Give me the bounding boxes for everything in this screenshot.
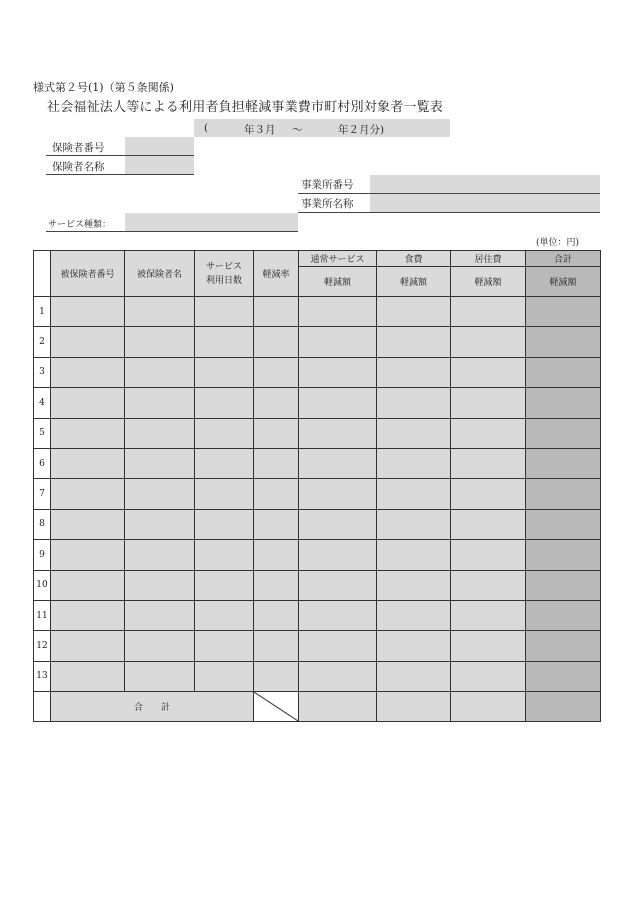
- cell-meal-reduction[interactable]: [377, 448, 451, 478]
- header-meal: 食費: [377, 251, 451, 267]
- cell-residence-reduction[interactable]: [451, 631, 526, 661]
- cell-insured-name[interactable]: [125, 661, 195, 691]
- cell-normal-reduction[interactable]: [299, 631, 377, 661]
- form-number: 様式第２号(1)（第５条関係): [33, 81, 174, 94]
- cell-residence-reduction[interactable]: [451, 448, 526, 478]
- cell-residence-reduction[interactable]: [451, 297, 526, 327]
- cell-reduction-rate[interactable]: [254, 327, 299, 357]
- table-row: [34, 418, 601, 448]
- cell-normal-reduction[interactable]: [299, 479, 377, 509]
- total-row-blank: [34, 692, 51, 722]
- cell-residence-reduction[interactable]: [451, 357, 526, 387]
- cell-reduction-rate[interactable]: [254, 600, 299, 630]
- cell-total-reduction[interactable]: [526, 297, 601, 327]
- cell-meal-reduction[interactable]: [377, 570, 451, 600]
- total-label: 合 計: [51, 692, 254, 722]
- service-type-label: サービス種類：: [48, 220, 112, 230]
- cell-service-days[interactable]: [195, 327, 254, 357]
- row-number: 11: [34, 600, 51, 630]
- table-row: [34, 448, 601, 478]
- office-name-label: 事業所名称: [301, 198, 354, 210]
- cell-service-days[interactable]: [195, 357, 254, 387]
- cell-reduction-rate[interactable]: [254, 448, 299, 478]
- cell-normal-reduction[interactable]: [299, 357, 377, 387]
- cell-normal-reduction[interactable]: [299, 600, 377, 630]
- row-number: 8: [34, 509, 51, 539]
- cell-normal-reduction[interactable]: [299, 327, 377, 357]
- row-number: 12: [34, 631, 51, 661]
- cell-service-days[interactable]: [195, 661, 254, 691]
- cell-residence-reduction[interactable]: [451, 418, 526, 448]
- total-residence-cell[interactable]: [451, 692, 526, 722]
- row-number: 4: [34, 388, 51, 418]
- cell-insured-number[interactable]: [51, 418, 125, 448]
- insurer-name-underline: [46, 174, 194, 175]
- header-reduction-rate: 軽減率: [254, 251, 299, 297]
- cell-reduction-rate[interactable]: [254, 479, 299, 509]
- total-normal-cell[interactable]: [299, 692, 377, 722]
- cell-total-reduction[interactable]: [526, 357, 601, 387]
- cell-insured-name[interactable]: [125, 631, 195, 661]
- cell-insured-number[interactable]: [51, 327, 125, 357]
- row-number: 6: [34, 448, 51, 478]
- cell-insured-name[interactable]: [125, 448, 195, 478]
- cell-residence-reduction[interactable]: [451, 509, 526, 539]
- period-year-start: 年３月: [244, 124, 276, 136]
- table-row: [34, 631, 601, 661]
- period-tilde: ～: [292, 124, 303, 136]
- cell-meal-reduction[interactable]: [377, 327, 451, 357]
- cell-meal-reduction[interactable]: [377, 357, 451, 387]
- cell-insured-number[interactable]: [51, 388, 125, 418]
- cell-total-reduction[interactable]: [526, 448, 601, 478]
- table-row: [34, 327, 601, 357]
- cell-total-reduction[interactable]: [526, 631, 601, 661]
- cell-normal-reduction[interactable]: [299, 297, 377, 327]
- total-row: [34, 692, 601, 722]
- cell-insured-name[interactable]: [125, 297, 195, 327]
- total-meal-cell[interactable]: [377, 692, 451, 722]
- cell-residence-reduction[interactable]: [451, 327, 526, 357]
- row-number: 9: [34, 540, 51, 570]
- cell-total-reduction[interactable]: [526, 479, 601, 509]
- cell-total-reduction[interactable]: [526, 418, 601, 448]
- cell-normal-reduction[interactable]: [299, 661, 377, 691]
- cell-insured-name[interactable]: [125, 327, 195, 357]
- cell-insured-number[interactable]: [51, 297, 125, 327]
- unit-label: (単位：円): [536, 238, 580, 248]
- cell-insured-number[interactable]: [51, 631, 125, 661]
- table-row: [34, 479, 601, 509]
- cell-meal-reduction[interactable]: [377, 631, 451, 661]
- cell-reduction-rate[interactable]: [254, 661, 299, 691]
- cell-meal-reduction[interactable]: [377, 661, 451, 691]
- cell-insured-name[interactable]: [125, 570, 195, 600]
- table-row: [34, 297, 601, 327]
- cell-reduction-rate[interactable]: [254, 388, 299, 418]
- cell-reduction-rate[interactable]: [254, 509, 299, 539]
- row-number: 5: [34, 418, 51, 448]
- header-total-reduction: 軽減額: [526, 267, 601, 297]
- table-row: [34, 388, 601, 418]
- cell-meal-reduction[interactable]: [377, 509, 451, 539]
- table-body: [34, 297, 601, 692]
- office-name-underline: [298, 212, 600, 213]
- cell-reduction-rate[interactable]: [254, 297, 299, 327]
- row-number: 1: [34, 297, 51, 327]
- cell-service-days[interactable]: [195, 388, 254, 418]
- cell-meal-reduction[interactable]: [377, 388, 451, 418]
- header-meal-reduction: 軽減額: [377, 267, 451, 297]
- header-total: 合計: [526, 251, 601, 267]
- cell-insured-number[interactable]: [51, 479, 125, 509]
- cell-insured-number[interactable]: [51, 661, 125, 691]
- insurer-name-label: 保険者名称: [52, 161, 105, 173]
- cell-total-reduction[interactable]: [526, 600, 601, 630]
- cell-normal-reduction[interactable]: [299, 509, 377, 539]
- cell-residence-reduction[interactable]: [451, 388, 526, 418]
- document-title: 社会福祉法人等による利用者負担軽減事業費市町村別対象者一覧表: [47, 100, 444, 115]
- header-row-1: [34, 251, 601, 267]
- cell-insured-name[interactable]: [125, 418, 195, 448]
- office-number-field[interactable]: [370, 175, 600, 193]
- office-name-field[interactable]: [370, 194, 600, 212]
- cell-reduction-rate[interactable]: [254, 357, 299, 387]
- cell-residence-reduction[interactable]: [451, 600, 526, 630]
- row-number: 2: [34, 327, 51, 357]
- table-row: [34, 661, 601, 691]
- cell-service-days[interactable]: [195, 418, 254, 448]
- total-reduction-rate-slash: [254, 692, 299, 722]
- service-type-underline: [46, 231, 298, 232]
- insurer-number-label: 保険者番号: [52, 142, 105, 154]
- office-number-label: 事業所番号: [301, 179, 354, 191]
- cell-service-days[interactable]: [195, 297, 254, 327]
- cell-service-days[interactable]: [195, 600, 254, 630]
- header-insured-number: 被保険者番号: [51, 251, 125, 297]
- cell-meal-reduction[interactable]: [377, 297, 451, 327]
- cell-insured-number[interactable]: [51, 509, 125, 539]
- total-total-cell[interactable]: [526, 692, 601, 722]
- cell-meal-reduction[interactable]: [377, 418, 451, 448]
- cell-total-reduction[interactable]: [526, 388, 601, 418]
- header-normal-reduction: 軽減額: [299, 267, 377, 297]
- cell-insured-number[interactable]: [51, 448, 125, 478]
- cell-residence-reduction[interactable]: [451, 540, 526, 570]
- cell-insured-name[interactable]: [125, 509, 195, 539]
- cell-residence-reduction[interactable]: [451, 479, 526, 509]
- header-residence: 居住費: [451, 251, 526, 267]
- header-service-days: サービス利用日数: [195, 251, 254, 297]
- header-insured-name: 被保険者名: [125, 251, 195, 297]
- period-year-end: 年２月分): [338, 124, 385, 136]
- cell-insured-name[interactable]: [125, 479, 195, 509]
- cell-insured-number[interactable]: [51, 570, 125, 600]
- beneficiary-table: [33, 250, 601, 722]
- cell-insured-name[interactable]: [125, 600, 195, 630]
- cell-normal-reduction[interactable]: [299, 418, 377, 448]
- cell-service-days[interactable]: [195, 479, 254, 509]
- cell-insured-number[interactable]: [51, 600, 125, 630]
- cell-insured-name[interactable]: [125, 540, 195, 570]
- insurer-number-field[interactable]: [125, 137, 194, 156]
- cell-total-reduction[interactable]: [526, 509, 601, 539]
- row-number: 13: [34, 661, 51, 691]
- insurer-name-field[interactable]: [125, 156, 194, 175]
- cell-reduction-rate[interactable]: [254, 418, 299, 448]
- table-row: [34, 570, 601, 600]
- cell-normal-reduction[interactable]: [299, 388, 377, 418]
- cell-total-reduction[interactable]: [526, 540, 601, 570]
- cell-reduction-rate[interactable]: [254, 631, 299, 661]
- cell-service-days[interactable]: [195, 570, 254, 600]
- row-number: 7: [34, 479, 51, 509]
- cell-residence-reduction[interactable]: [451, 661, 526, 691]
- cell-normal-reduction[interactable]: [299, 570, 377, 600]
- table-row: [34, 600, 601, 630]
- cell-service-days[interactable]: [195, 540, 254, 570]
- cell-total-reduction[interactable]: [526, 661, 601, 691]
- period-open: (: [204, 122, 209, 134]
- service-type-field[interactable]: [125, 213, 298, 231]
- cell-normal-reduction[interactable]: [299, 540, 377, 570]
- cell-reduction-rate[interactable]: [254, 540, 299, 570]
- cell-insured-number[interactable]: [51, 357, 125, 387]
- cell-reduction-rate[interactable]: [254, 570, 299, 600]
- cell-residence-reduction[interactable]: [451, 570, 526, 600]
- table-row: [34, 357, 601, 387]
- cell-meal-reduction[interactable]: [377, 600, 451, 630]
- period-field[interactable]: [194, 119, 450, 137]
- cell-service-days[interactable]: [195, 448, 254, 478]
- cell-meal-reduction[interactable]: [377, 479, 451, 509]
- header-normal-service: 通常サービス: [299, 251, 377, 267]
- header-blank: [34, 251, 51, 297]
- cell-meal-reduction[interactable]: [377, 540, 451, 570]
- cell-service-days[interactable]: [195, 509, 254, 539]
- cell-insured-name[interactable]: [125, 357, 195, 387]
- table-row: [34, 509, 601, 539]
- cell-insured-name[interactable]: [125, 388, 195, 418]
- header-residence-reduction: 軽減額: [451, 267, 526, 297]
- row-number: 10: [34, 570, 51, 600]
- row-number: 3: [34, 357, 51, 387]
- cell-total-reduction[interactable]: [526, 570, 601, 600]
- cell-insured-number[interactable]: [51, 540, 125, 570]
- cell-normal-reduction[interactable]: [299, 448, 377, 478]
- table-row: [34, 540, 601, 570]
- cell-total-reduction[interactable]: [526, 327, 601, 357]
- cell-service-days[interactable]: [195, 631, 254, 661]
